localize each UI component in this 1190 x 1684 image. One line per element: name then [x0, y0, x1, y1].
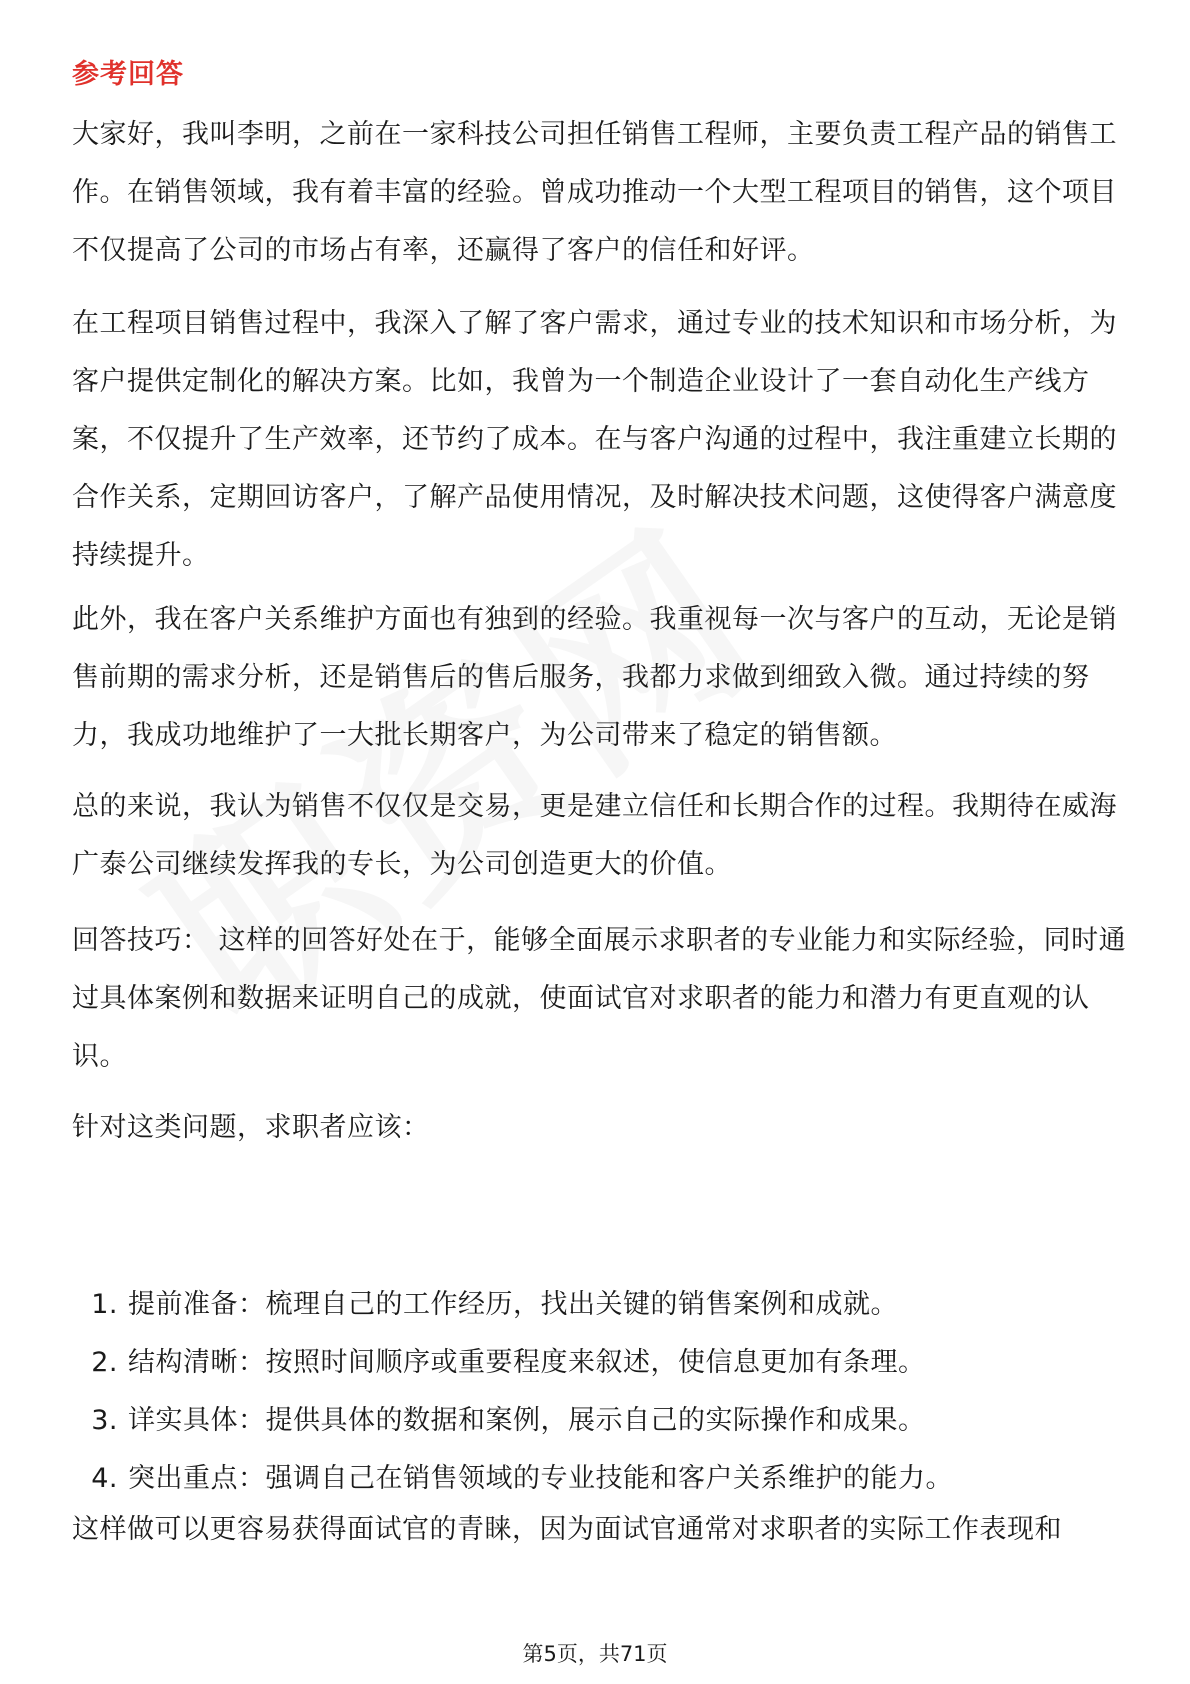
tips-list [72, 1276, 1128, 1508]
list-text: 突出重点：强调自己在销售领域的专业技能和客户关系维护的能力。 [128, 1463, 953, 1494]
paragraph-intro: 大家好，我叫李明，之前在一家科技公司担任销售工程师，主要负责工程产品的销售工作。在销售领域，我有着丰富的经验。曾成功推动一个大型工程项目的销售，这个项目不仅提高了公司的市场占有率，还赢得了客户的信任和好评。 [72, 119, 1117, 266]
list-item [72, 1276, 1128, 1334]
list-number: 4. [91, 1463, 118, 1494]
list-text: 详实具体：提供具体的数据和案例，展示自己的实际操作和成果。 [128, 1405, 926, 1436]
paragraph-summary: 总的来说，我认为销售不仅仅是交易，更是建立信任和长期合作的过程。我期待在威海广泰公司继续发挥我的专长，为公司创造更大的价值。 [72, 791, 1117, 880]
list-text: 结构清晰：按照时间顺序或重要程度来叙述，使信息更加有条理。 [128, 1347, 926, 1378]
list-number: 2. [91, 1347, 118, 1378]
paragraph-closing: 这样做可以更容易获得面试官的青睐，因为面试官通常对求职者的实际工作表现和 [72, 1514, 1062, 1545]
paragraph-project-sales: 在工程项目销售过程中，我深入了解了客户需求，通过专业的技术知识和市场分析，为客户提供定制化的解决方案。比如，我曾为一个制造企业设计了一套自动化生产线方案，不仅提升了生产效率，还节约了成本。在与客户沟通的过程中，我注重建立长期的合作关系，定期回访客户，了解产品使用情况，及时解决技术问题，这使得客户满意度持续提升。 [72, 308, 1117, 571]
page-number-footer: 第5页，共71页 [522, 1642, 668, 1666]
list-number: 3. [91, 1405, 118, 1436]
list-item [72, 1450, 1128, 1508]
list-item [72, 1334, 1128, 1392]
paragraph-advice-intro: 针对这类问题，求职者应该： [72, 1112, 430, 1143]
list-text: 提前准备：梳理自己的工作经历，找出关键的销售案例和成就。 [128, 1289, 898, 1320]
section-heading: 参考回答 [72, 59, 184, 90]
list-number: 1. [91, 1289, 118, 1320]
paragraph-answer-tips: 回答技巧： 这样的回答好处在于，能够全面展示求职者的专业能力和实际经验，同时通过具体案例和数据来证明自己的成就，使面试官对求职者的能力和潜力有更直观的认识。 [72, 925, 1127, 1072]
list-item [72, 1392, 1128, 1450]
paragraph-customer-relations: 此外，我在客户关系维护方面也有独到的经验。我重视每一次与客户的互动，无论是销售前期的需求分析，还是销售后的售后服务，我都力求做到细致入微。通过持续的努力，我成功地维护了一大批长期客户，为公司带来了稳定的销售额。 [72, 604, 1117, 751]
